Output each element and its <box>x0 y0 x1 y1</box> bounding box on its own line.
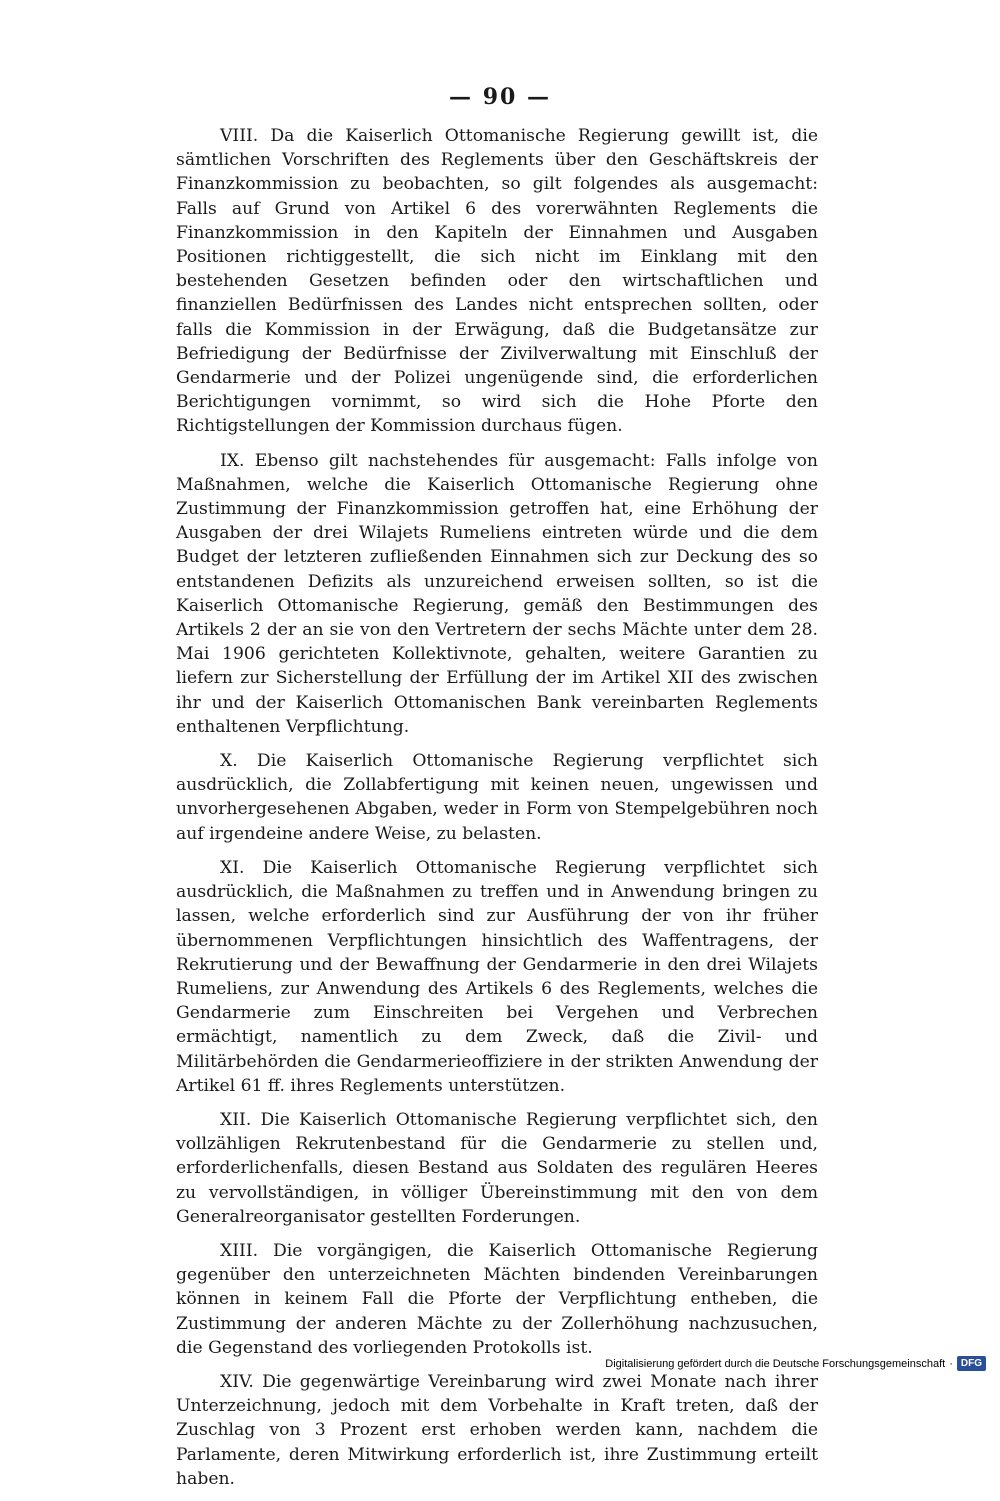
document-body <box>176 124 818 1501</box>
paragraph-x: X. Die Kaiserlich Ottomanische Regierung verpflichtet sich ausdrücklich, die Zollabfertigung mit keinen neuen, ungewissen und unvorhergesehenen Abgaben, weder in Form von Stempelgebühren noch auf irgendeine andere Weise, zu belasten. <box>176 751 818 844</box>
dfg-logo: DFG <box>957 1356 986 1371</box>
paragraph-viii: VIII. Da die Kaiserlich Ottomanische Regierung gewillt ist, die sämtlichen Vorschriften des Reglements über den Geschäftskreis der Finanzkommission zu beobachten, so gilt folgendes als ausgemacht: Falls auf Grund von Artikel 6 des vorerwähnten Reglements die Finanzkommission in den Kapiteln der Einnahmen und Ausgaben Positionen richtiggestellt, die sich nicht im Einklang mit den bestehenden Gesetzen befinden oder den wirtschaftlichen und finanziellen Bedürfnissen des Landes nicht entsprechen sollten, oder falls die Kommission in der Erwägung, daß die Budgetansätze zur Befriedigung der Bedürfnisse der Zivilverwaltung mit Einschluß der Gendarmerie und der Polizei ungenügende sind, die erforderlichen Berichtigungen vornimmt, so wird sich die Hohe Pforte den Richtigstellungen der Kommission durchaus fügen. <box>176 126 818 437</box>
footer-credit-text: Digitalisierung gefördert durch die Deutsche Forschungsgemeinschaft <box>605 1357 946 1370</box>
paragraph-xiii: XIII. Die vorgängigen, die Kaiserlich Ottomanische Regierung gegenüber den unterzeichneten Mächten bindenden Vereinbarungen können in keinem Fall die Pforte der Verpflichtung entheben, die Zustimmung der anderen Mächte zu der Zollerhöhung nachzusuchen, die Gegenstand des vorliegenden Protokolls ist. <box>176 1240 818 1358</box>
paragraph-ix: IX. Ebenso gilt nachstehendes für ausgemacht: Falls infolge von Maßnahmen, welche die Kaiserlich Ottomanische Regierung ohne Zustimmung der Finanzkommission getroffen hat, eine Erhöhung der Ausgaben der drei Wilajets Rumeliens eintreten würde und die dem Budget der letzteren zufließenden Einnahmen sich zur Deckung des so entstandenen Defizits als unzureichend erweisen sollten, so ist die Kaiserlich Ottomanische Regierung, gemäß den Bestimmungen des Artikels 2 der an sie von den Vertretern der sechs Mächte unter dem 28. Mai 1906 gerichteten Kollektivnote, gehalten, weitere Garantien zu liefern zur Sicherstellung der Erfüllung der im Artikel XII des zwischen ihr und der Kaiserlich Ottomanischen Bank vereinbarten Reglements enthaltenen Verpflichtung. <box>176 450 818 737</box>
paragraph-xiv: XIV. Die gegenwärtige Vereinbarung wird zwei Monate nach ihrer Unterzeichnung, jedoch mit dem Vorbehalte in Kraft treten, daß der Zuschlag von 3 Prozent erst erhoben werden kann, nachdem die Parlamente, deren Mitwirkung erforderlich ist, ihre Zustimmung erteilt haben. <box>176 1371 818 1489</box>
paragraph-xi: XI. Die Kaiserlich Ottomanische Regierung verpflichtet sich ausdrücklich, die Maßnahmen zu treffen und in Anwendung bringen zu lassen, welche erforderlich sind zur Ausführung der von ihr früher übernommenen Verpflichtungen hinsichtlich des Waffentragens, der Rekrutierung und der Bewaffnung der Gendarmerie in den drei Wilajets Rumeliens, zur Anwendung des Artikels 6 des Reglements, welches die Gendarmerie zum Einschreiten bei Vergehen und Verbrechen ermächtigt, namentlich zu dem Zweck, daß die Zivil- und Militärbehörden die Gendarmerieoffiziere in der strikten Anwendung der Artikel 61 ff. ihres Reglements unterstützen. <box>176 857 818 1096</box>
page-number: — 90 — <box>449 84 551 110</box>
paragraph-xii: XII. Die Kaiserlich Ottomanische Regierung verpflichtet sich, den vollzähligen Rekrutenbestand für die Gendarmerie zu stellen und, erforderlichenfalls, diesen Bestand aus Soldaten des regulären Heeres zu vervollständigen, in völliger Übereinstimmung mit den von dem Generalreorganisator gestellten Forderungen. <box>176 1109 818 1227</box>
digitization-footer: Digitalisierung gefördert durch die Deutsche Forschungsgemeinschaft · DFG <box>605 1356 986 1371</box>
